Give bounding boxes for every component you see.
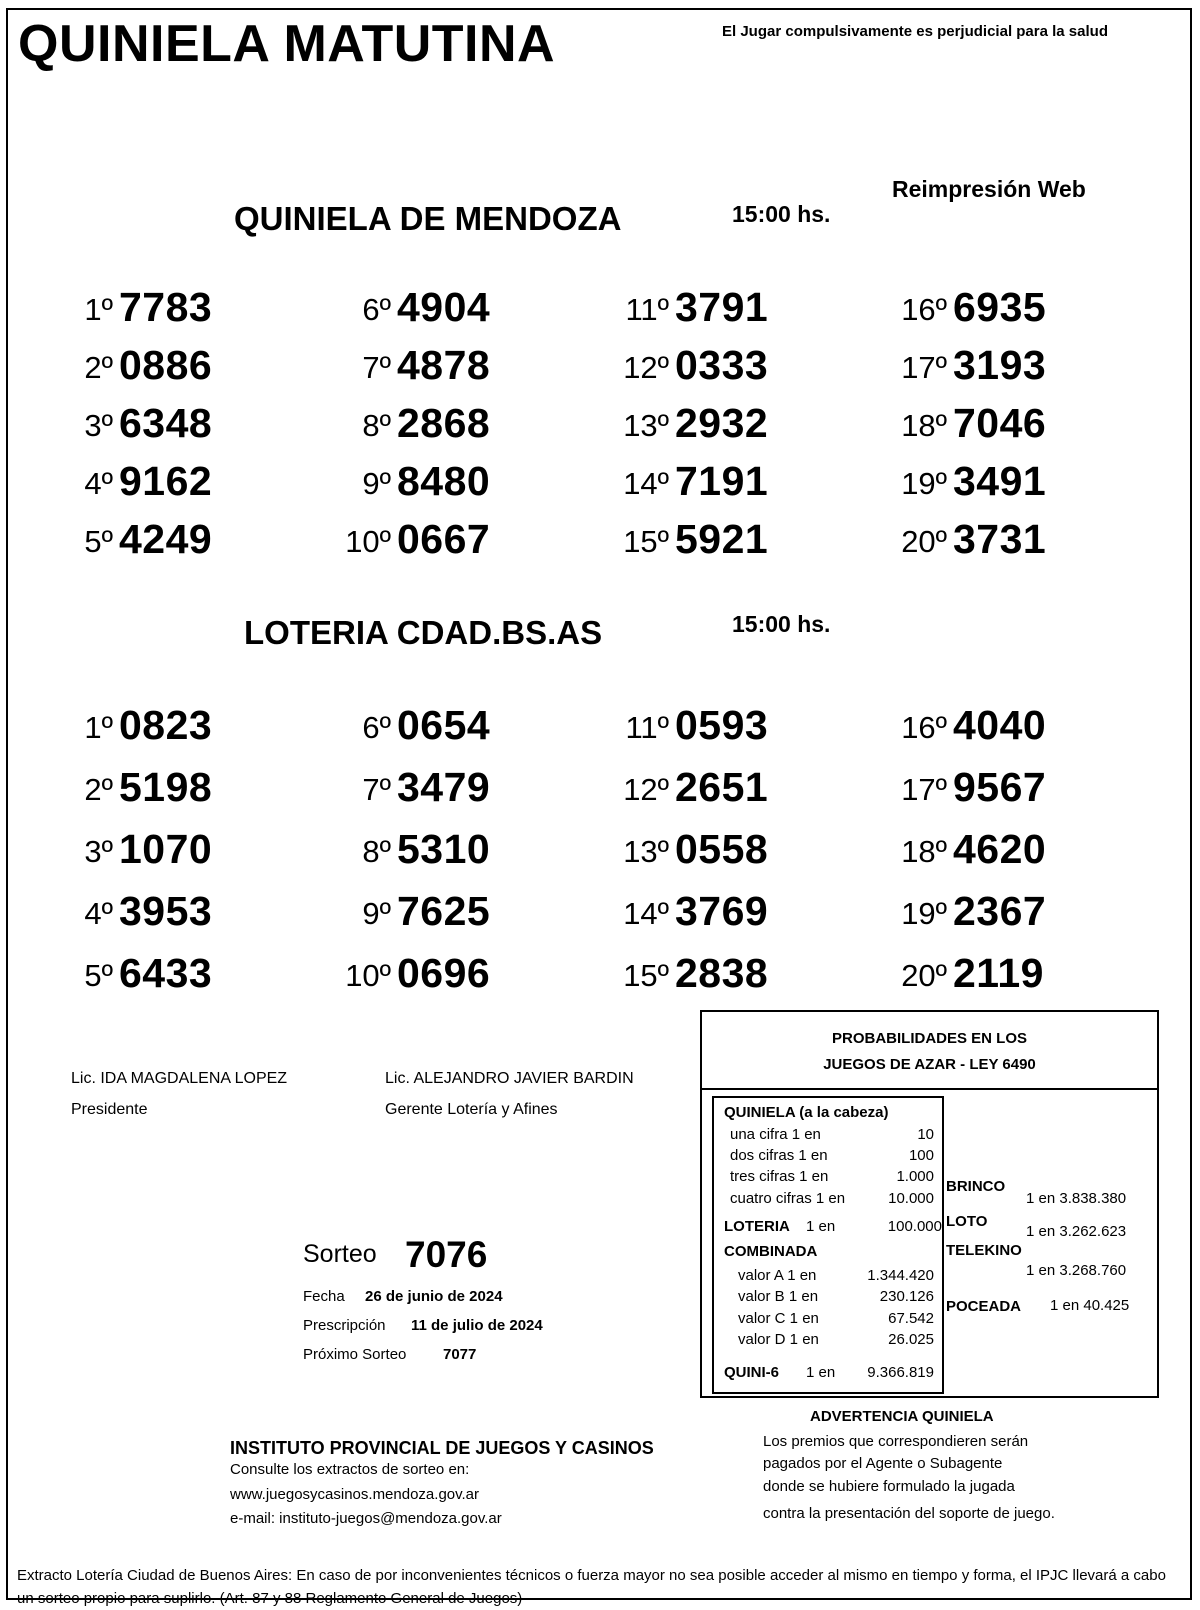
result-position: 2º [84,350,113,385]
sorteo-label: Sorteo [303,1240,377,1268]
result-position: 20º [901,958,947,993]
sorteo-number: 7076 [405,1234,488,1275]
prob-label: cuatro cifras 1 en [730,1190,846,1207]
result-number: 0593 [675,702,769,748]
result-position: 19º [901,896,947,931]
prob-value: 100 [908,1147,934,1164]
reprint-label: Reimpresión Web [892,176,1086,202]
quini6-prob-mid: 1 en [806,1364,836,1381]
brinco-label: BRINCO [946,1178,1006,1195]
result-number: 1070 [119,826,213,872]
section-title-mendoza: QUINIELA DE MENDOZA [234,200,622,237]
result-position: 18º [901,408,947,443]
prob-value: 67.542 [888,1310,934,1327]
loteria-prob-value: 100.000 [887,1218,942,1235]
result-position: 2º [84,772,113,807]
poceada-label: POCEADA [946,1298,1022,1315]
result-position: 19º [901,466,947,501]
result-number: 3791 [675,284,769,330]
result-position: 10º [345,524,391,559]
result-position: 1º [84,292,113,327]
institute-line-1: Consulte los extractos de sorteo en: [230,1461,470,1478]
probabilities-title-2: JUEGOS DE AZAR - LEY 6490 [823,1056,1036,1073]
loteria-prob-label: LOTERIA [724,1218,790,1235]
loto-label: LOTO [946,1213,988,1230]
advertencia-title: ADVERTENCIA QUINIELA [810,1408,994,1425]
section-time-loteria: 15:00 hs. [732,611,831,637]
prob-value: 1.000 [896,1168,934,1185]
advertencia-line-3: donde se hubiere formulado la jugada [763,1478,1015,1495]
result-number: 6433 [119,950,213,996]
result-number: 9567 [953,764,1047,810]
result-position: 9º [362,466,391,501]
result-position: 3º [84,834,113,869]
result-number: 3731 [953,516,1047,562]
section-time-mendoza: 15:00 hs. [732,201,831,227]
result-position: 6º [362,292,391,327]
proximo-value: 7077 [443,1346,477,1363]
result-number: 5198 [119,764,213,810]
result-number: 0667 [397,516,491,562]
result-number: 3193 [953,342,1047,388]
prob-value: 230.126 [879,1288,934,1305]
institute-name: INSTITUTO PROVINCIAL DE JUEGOS Y CASINOS [230,1438,654,1458]
telekino-value: 1 en 3.268.760 [1026,1262,1127,1279]
prescripcion-label: Prescripción [303,1317,386,1334]
combinada-prob-title: COMBINADA [724,1243,818,1260]
result-position: 8º [362,408,391,443]
result-number: 2868 [397,400,491,446]
poceada-value: 1 en 40.425 [1050,1297,1130,1314]
result-position: 5º [84,958,113,993]
prob-label: valor D 1 en [738,1331,819,1348]
page-title: QUINIELA MATUTINA [18,15,556,73]
result-number: 7625 [397,888,491,934]
prob-label: valor B 1 en [738,1288,819,1305]
result-number: 4904 [397,284,491,330]
proximo-label: Próximo Sorteo [303,1346,407,1363]
result-number: 4249 [119,516,213,562]
loto-value: 1 en 3.262.623 [1026,1223,1127,1240]
prob-value: 10.000 [888,1190,934,1207]
result-position: 4º [84,896,113,931]
result-position: 16º [901,292,947,327]
health-warning: El Jugar compulsivamente es perjudicial para la salud [722,23,1108,40]
result-position: 10º [345,958,391,993]
result-position: 13º [623,834,669,869]
prob-value: 26.025 [888,1331,934,1348]
result-number: 7191 [675,458,769,504]
result-number: 3491 [953,458,1047,504]
signature-1-role: Presidente [71,1101,148,1118]
result-number: 7783 [119,284,213,330]
result-number: 2367 [953,888,1047,934]
result-position: 15º [623,958,669,993]
result-number: 4878 [397,342,491,388]
probabilities-title-1: PROBABILIDADES EN LOS [831,1030,1027,1047]
result-position: 17º [901,772,947,807]
signature-2-role: Gerente Lotería y Afines [385,1101,558,1118]
result-position: 5º [84,524,113,559]
result-position: 12º [623,772,669,807]
result-number: 4620 [953,826,1047,872]
result-number: 2838 [675,950,769,996]
result-position: 18º [901,834,947,869]
result-position: 1º [84,710,113,745]
result-number: 7046 [953,400,1047,446]
result-number: 0696 [397,950,491,996]
result-position: 16º [901,710,947,745]
result-number: 2119 [953,950,1044,996]
result-position: 6º [362,710,391,745]
institute-email: e-mail: instituto-juegos@mendoza.gov.ar [230,1510,502,1527]
prescripcion-value: 11 de julio de 2024 [411,1317,543,1334]
result-position: 11º [625,292,669,327]
signature-2-name: Lic. ALEJANDRO JAVIER BARDIN [385,1070,634,1087]
result-number: 4040 [953,702,1047,748]
result-position: 15º [623,524,669,559]
result-position: 12º [623,350,669,385]
result-position: 7º [362,772,391,807]
result-number: 3769 [675,888,769,934]
result-number: 0333 [675,342,769,388]
result-number: 2651 [675,764,769,810]
brinco-value: 1 en 3.838.380 [1026,1190,1127,1207]
prob-label: una cifra 1 en [730,1126,821,1143]
quini6-prob-label: QUINI-6 [724,1364,780,1381]
result-position: 8º [362,834,391,869]
result-number: 5310 [397,826,491,872]
result-number: 9162 [119,458,213,504]
result-position: 9º [362,896,391,931]
result-position: 14º [623,896,669,931]
result-position: 14º [623,466,669,501]
result-position: 4º [84,466,113,501]
result-position: 20º [901,524,947,559]
footer-note: Extracto Lotería Ciudad de Buenos Aires: En caso de por inconvenientes técnicos o fuerza mayor no sea posible acceder al mismo en tiempo y forma, el IPJC llevará a cabo un sorteo propio para suplirlo. (Art. 87 y 88 Reglamento General de Juegos) [17,1567,1166,1607]
institute-website: www.juegosycasinos.mendoza.gov.ar [230,1486,480,1503]
result-position: 7º [362,350,391,385]
telekino-label: TELEKINO [946,1242,1022,1259]
result-number: 8480 [397,458,491,504]
prob-value: 1.344.420 [867,1267,934,1284]
advertencia-line-1: Los premios que correspondieren serán [763,1433,1029,1450]
probabilities-header [702,1012,1157,1090]
probabilities-left-panel [712,1096,944,1394]
signature-1-name: Lic. IDA MAGDALENA LOPEZ [71,1070,288,1087]
result-number: 3479 [397,764,491,810]
result-position: 13º [623,408,669,443]
result-position: 3º [84,408,113,443]
quiniela-prob-title: QUINIELA (a la cabeza) [724,1104,889,1121]
section-title-loteria: LOTERIA CDAD.BS.AS [244,614,603,651]
advertencia-line-2: pagados por el Agente o Subagente [763,1455,1003,1472]
result-number: 3953 [119,888,213,934]
prob-label: valor A 1 en [738,1267,817,1284]
loteria-prob-mid: 1 en [806,1218,836,1235]
prob-label: tres cifras 1 en [730,1168,829,1185]
result-number: 0558 [675,826,769,872]
result-number: 5921 [675,516,769,562]
result-position: 11º [625,710,669,745]
probabilities-box [700,1010,1159,1398]
result-position: 17º [901,350,947,385]
prob-label: valor C 1 en [738,1310,819,1327]
fecha-value: 26 de junio de 2024 [365,1288,503,1305]
prob-label: dos cifras 1 en [730,1147,828,1164]
result-number: 0886 [119,342,213,388]
result-number: 6935 [953,284,1047,330]
result-number: 6348 [119,400,213,446]
quini6-prob-value: 9.366.819 [867,1364,934,1381]
result-number: 2932 [675,400,769,446]
fecha-label: Fecha [303,1288,345,1305]
advertencia-line-4: contra la presentación del soporte de juego. [763,1505,1055,1522]
prob-value: 10 [917,1126,934,1143]
result-number: 0654 [397,702,491,748]
result-number: 0823 [119,702,213,748]
